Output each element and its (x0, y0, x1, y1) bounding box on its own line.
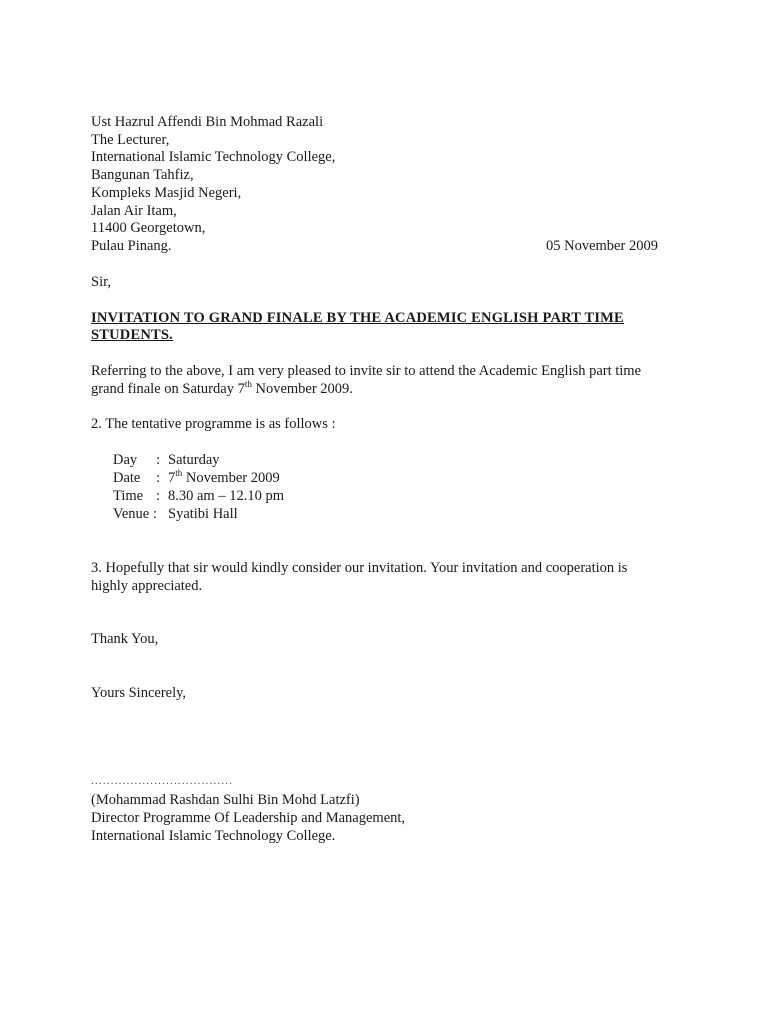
paragraph-1 (91, 380, 353, 398)
signatory-name: (Mohammad Rashdan Sulhi Bin Mohd Latzfi) (91, 792, 360, 808)
programme-label: Date (113, 470, 141, 486)
address-line: Ust Hazrul Affendi Bin Mohmad Razali (91, 114, 324, 130)
address-line: Pulau Pinang. (91, 238, 172, 254)
paragraph-3: highly appreciated. (91, 578, 203, 594)
address-line: Kompleks Masjid Negeri, (91, 185, 242, 201)
subject-line: STUDENTS. (91, 327, 173, 343)
address-line: The Lecturer, (91, 132, 170, 148)
text: grand finale on Saturday 7 (91, 381, 245, 397)
programme-label: Day (113, 452, 138, 468)
superscript: th (175, 468, 183, 478)
salutation: Sir, (91, 274, 111, 290)
programme-value (168, 469, 280, 487)
address-line: Jalan Air Itam, (91, 203, 177, 219)
superscript: th (244, 379, 252, 389)
subject-line: INVITATION TO GRAND FINALE BY THE ACADEMIC ENGLISH PART TIME (91, 310, 624, 326)
programme-value: Saturday (168, 452, 220, 468)
paragraph-3: 3. Hopefully that sir would kindly consider our invitation. Your invitation and cooperation is (91, 560, 628, 576)
programme-colon: : (156, 470, 161, 486)
paragraph-1: Referring to the above, I am very pleased to invite sir to attend the Academic English part time (91, 363, 642, 379)
programme-label: Venue : (113, 506, 157, 522)
address-line: Bangunan Tahfiz, (91, 167, 194, 183)
address-line: International Islamic Technology College, (91, 149, 336, 165)
text: November 2009. (251, 381, 353, 397)
programme-label: Time (113, 488, 144, 504)
programme-value: Syatibi Hall (168, 506, 238, 522)
text: November 2009 (182, 470, 280, 486)
address-line: 11400 Georgetown, (91, 220, 206, 236)
paragraph-2: 2. The tentative programme is as follows : (91, 416, 336, 432)
signature-line: .................................... (91, 775, 234, 787)
closing-line: Yours Sincerely, (91, 685, 187, 701)
programme-colon: : (156, 488, 161, 504)
signatory-org: International Islamic Technology College. (91, 828, 336, 844)
signatory-title: Director Programme Of Leadership and Management, (91, 810, 406, 826)
programme-colon: : (156, 452, 161, 468)
letter-date: 05 November 2009 (546, 238, 658, 254)
thanks-line: Thank You, (91, 631, 159, 647)
text: 7 (168, 470, 176, 486)
programme-value: 8.30 am – 12.10 pm (168, 488, 284, 504)
